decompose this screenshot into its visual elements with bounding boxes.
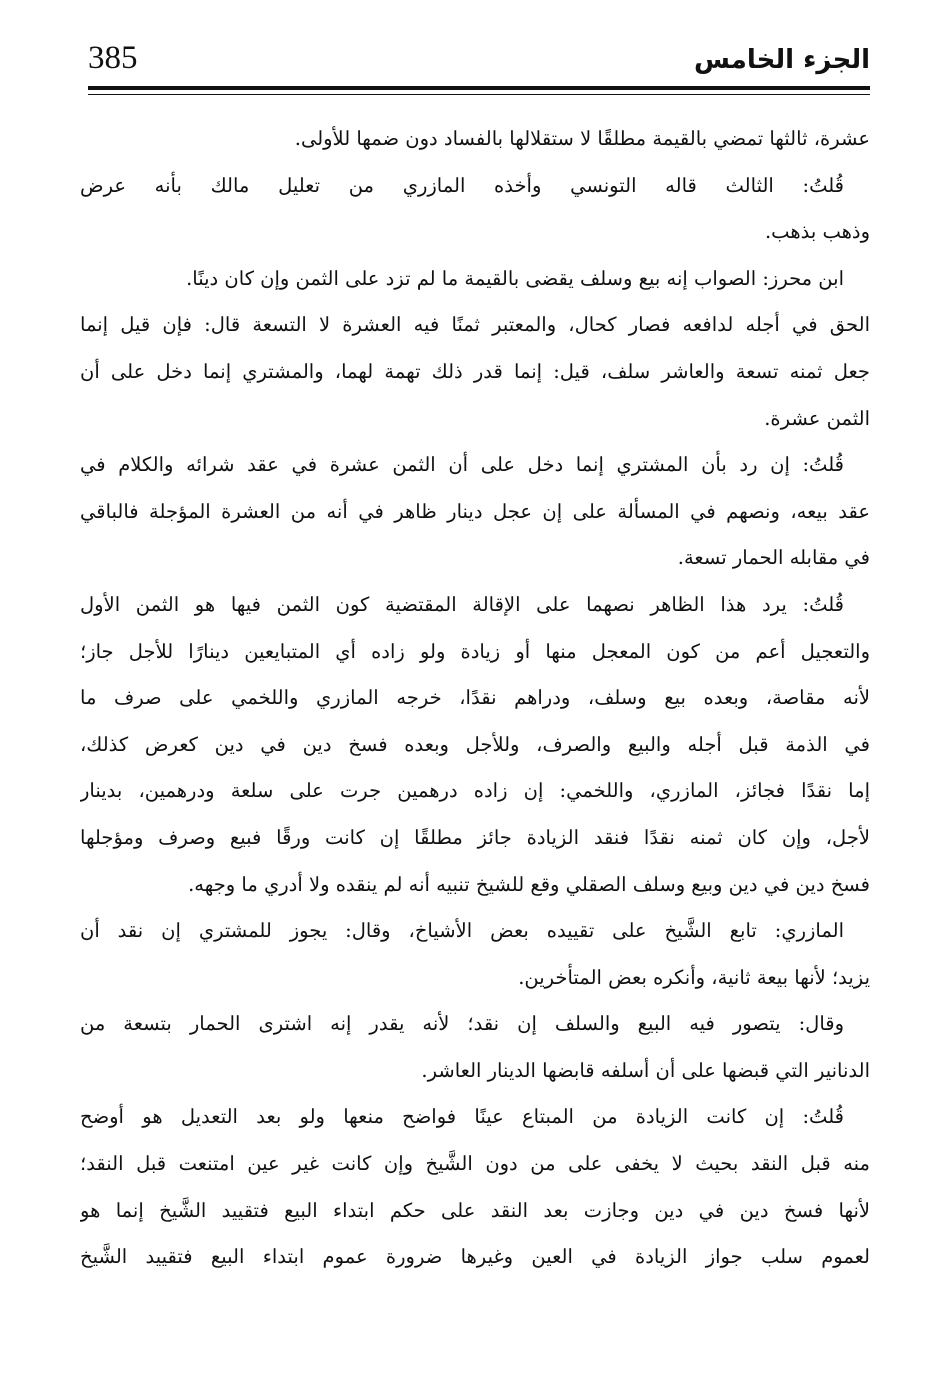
text-line: لأنه مقاصة، وبعده بيع وسلف، ودراهم نقدًا، خرجه المازري واللخمي على صرف ما bbox=[80, 686, 870, 710]
text-line: عشرة، ثالثها تمضي بالقيمة مطلقًا لا ستقلالها بالفساد دون ضمها للأولى. bbox=[294, 127, 870, 150]
text-line: قُلتُ: إن رد بأن المشتري إنما دخل على أن الثمن عشرة في عقد شرائه والكلام في bbox=[80, 453, 844, 477]
text-line: ابن محرز: الصواب إنه بيع وسلف يقضى بالقيمة ما لم تزد على الثمن وإن كان دينًا. bbox=[186, 266, 844, 290]
text-line: قُلتُ: الثالث قاله التونسي وأخذه المازري من تعليل مالك بأنه عرض bbox=[80, 173, 844, 197]
text-line: الدنانير التي قبضها على أن أسلفه قابضها الدينار العاشر. bbox=[421, 1058, 870, 1082]
text-line: الحق في أجله لدافعه فصار كحال، والمعتبر ثمنًا فيه العشرة لا التسعة قال: فإن قيل إنما bbox=[80, 313, 870, 337]
text-line: في الذمة قبل أجله والبيع والصرف، وللأجل وبعده فسخ دين في دين كعرض كذلك، bbox=[80, 732, 870, 756]
header-rule-thick bbox=[88, 86, 870, 90]
text-line: عقد بيعه، ونصهم في المسألة على إن عجل دينار ظاهر في أنه من العشرة المؤجلة فالباقي bbox=[80, 499, 870, 523]
page-number: 385 bbox=[88, 40, 138, 76]
text-line: قُلتُ: إن كانت الزيادة من المبتاع عينًا فواضح منعها ولو بعد التعديل هو أوضح bbox=[80, 1105, 844, 1129]
text-line: في مقابله الحمار تسعة. bbox=[677, 546, 870, 570]
text-line: يزيد؛ لأنها بيعة ثانية، وأنكره بعض المتأخرين. bbox=[518, 965, 870, 989]
text-line: منه قبل النقد بحيث لا يخفى على من دون الشَّيخ وإن كانت غير عين امتنعت قبل النقد؛ bbox=[80, 1152, 870, 1176]
body-text bbox=[80, 116, 870, 1281]
text-line: وذهب بذهب. bbox=[764, 220, 870, 244]
text-line: لأنها فسخ دين في دين وجازت بعد النقد على حكم ابتداء البيع فتقييد الشَّيخ إنما هو bbox=[80, 1198, 870, 1222]
page-header bbox=[88, 30, 870, 90]
text-line: المازري: تابع الشَّيخ على تقييده بعض الأشياخ، وقال: يجوز للمشتري إن نقد أن bbox=[80, 919, 844, 943]
text-line: فسخ دين في دين وبيع وسلف الصقلي وقع للشيخ تنبيه أنه لم ينقده ولا أدري ما وجهه. bbox=[188, 872, 870, 896]
text-line: والتعجيل أعم من كون المعجل منها أو زيادة ولو زاده أي المتبايعين دينارًا للأجل جاز؛ bbox=[80, 639, 870, 663]
text-line: الثمن عشرة. bbox=[764, 406, 870, 430]
header-rule-thin bbox=[88, 94, 870, 95]
text-line: وقال: يتصور فيه البيع والسلف إن نقد؛ لأنه يقدر إنه اشترى الحمار بتسعة من bbox=[80, 1012, 844, 1036]
text-line: جعل ثمنه تسعة والعاشر سلف، قيل: إنما قدر ذلك تهمة لهما، والمشتري إنما دخل على أن bbox=[80, 359, 870, 383]
text-line: إما نقدًا فجائز، المازري، واللخمي: إن زاده درهمين جرت على سلعة ودرهمين، بدينار bbox=[80, 779, 870, 803]
text-line: لعموم سلب جواز الزيادة في العين وغيرها ضرورة عموم ابتداء البيع فتقييد الشَّيخ bbox=[80, 1245, 870, 1269]
running-title: الجزء الخامس bbox=[694, 45, 870, 75]
text-line: لأجل، وإن كان ثمنه نقدًا فنقد الزيادة جائز مطلقًا إن كانت ورقًا فبيع وصرف ومؤجلها bbox=[80, 825, 870, 849]
text-line: قُلتُ: يرد هذا الظاهر نصهما على الإقالة المقتضية كون الثمن فيها هو الثمن الأول bbox=[80, 592, 844, 616]
